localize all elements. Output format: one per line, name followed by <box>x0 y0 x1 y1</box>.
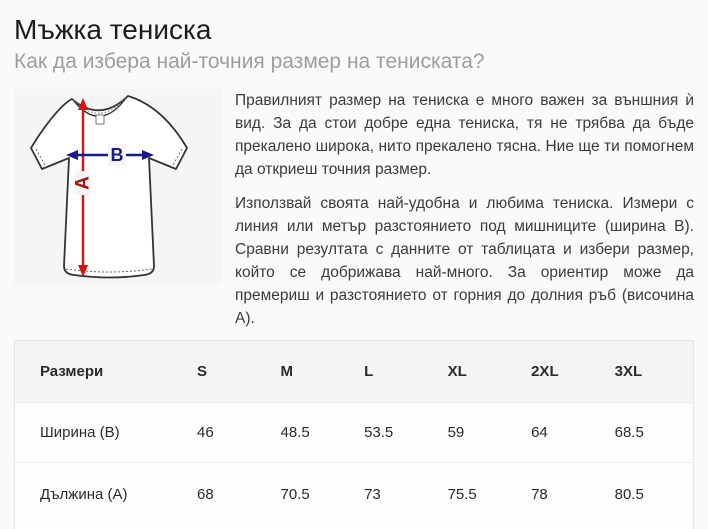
tshirt-measurement-diagram <box>14 89 222 285</box>
page-title: Мъжка тениска <box>14 14 212 45</box>
row-width-s: 46 <box>191 403 275 463</box>
intro-section <box>14 89 694 330</box>
tshirt-diagram-icon <box>14 89 222 285</box>
size-table-header-2xl: 2XL <box>525 341 609 403</box>
size-table-header-xl: XL <box>442 341 526 403</box>
row-width-2xl: 64 <box>525 403 609 463</box>
width-label-b: B <box>110 145 124 165</box>
size-table-header-s: S <box>191 341 275 403</box>
page-subtitle: Как да избера най-точния размер на тениската? <box>14 50 485 73</box>
row-length-2xl: 78 <box>525 463 609 529</box>
table-row-width <box>15 403 694 463</box>
intro-text <box>235 89 694 330</box>
row-length-xl: 75.5 <box>442 463 526 529</box>
height-label-a: A <box>72 176 94 190</box>
tshirt-outline <box>31 96 187 278</box>
intro-paragraph-2: Използвай своята най-удобна и любима тениска. Измери с линия или метър разстоянието под мишниците (ширина B). Сравни резултата с данните от таблицата и избери размер, който се добрижава най-много. За ориентир може да премериш и разстоянието от горния до долния ръб (височина A). <box>235 195 694 327</box>
size-table <box>14 340 694 529</box>
row-width-l: 53.5 <box>358 403 442 463</box>
row-length-label: Дължина (A) <box>15 463 192 529</box>
row-width-3xl: 68.5 <box>609 403 694 463</box>
size-table-header-label: Размери <box>15 341 192 403</box>
row-width-m: 48.5 <box>275 403 359 463</box>
row-length-s: 68 <box>191 463 275 529</box>
row-length-m: 70.5 <box>275 463 359 529</box>
row-width-label: Ширина (B) <box>15 403 192 463</box>
size-table-header-l: L <box>358 341 442 403</box>
row-width-xl: 59 <box>442 403 526 463</box>
neck-tag <box>96 115 104 124</box>
size-table-header-m: M <box>275 341 359 403</box>
size-table-header-3xl: 3XL <box>609 341 694 403</box>
size-table-header-row <box>15 341 694 403</box>
table-row-length <box>15 463 694 529</box>
row-length-3xl: 80.5 <box>609 463 694 529</box>
row-length-l: 73 <box>358 463 442 529</box>
intro-paragraph-1: Правилният размер на тениска е много важен за външния ѝ вид. За да стои добре една тениска, тя не трябва да бъде прекалено широка, нито прекалено тясна. Ние ще ти помогнем да откриеш точния размер. <box>235 92 694 178</box>
